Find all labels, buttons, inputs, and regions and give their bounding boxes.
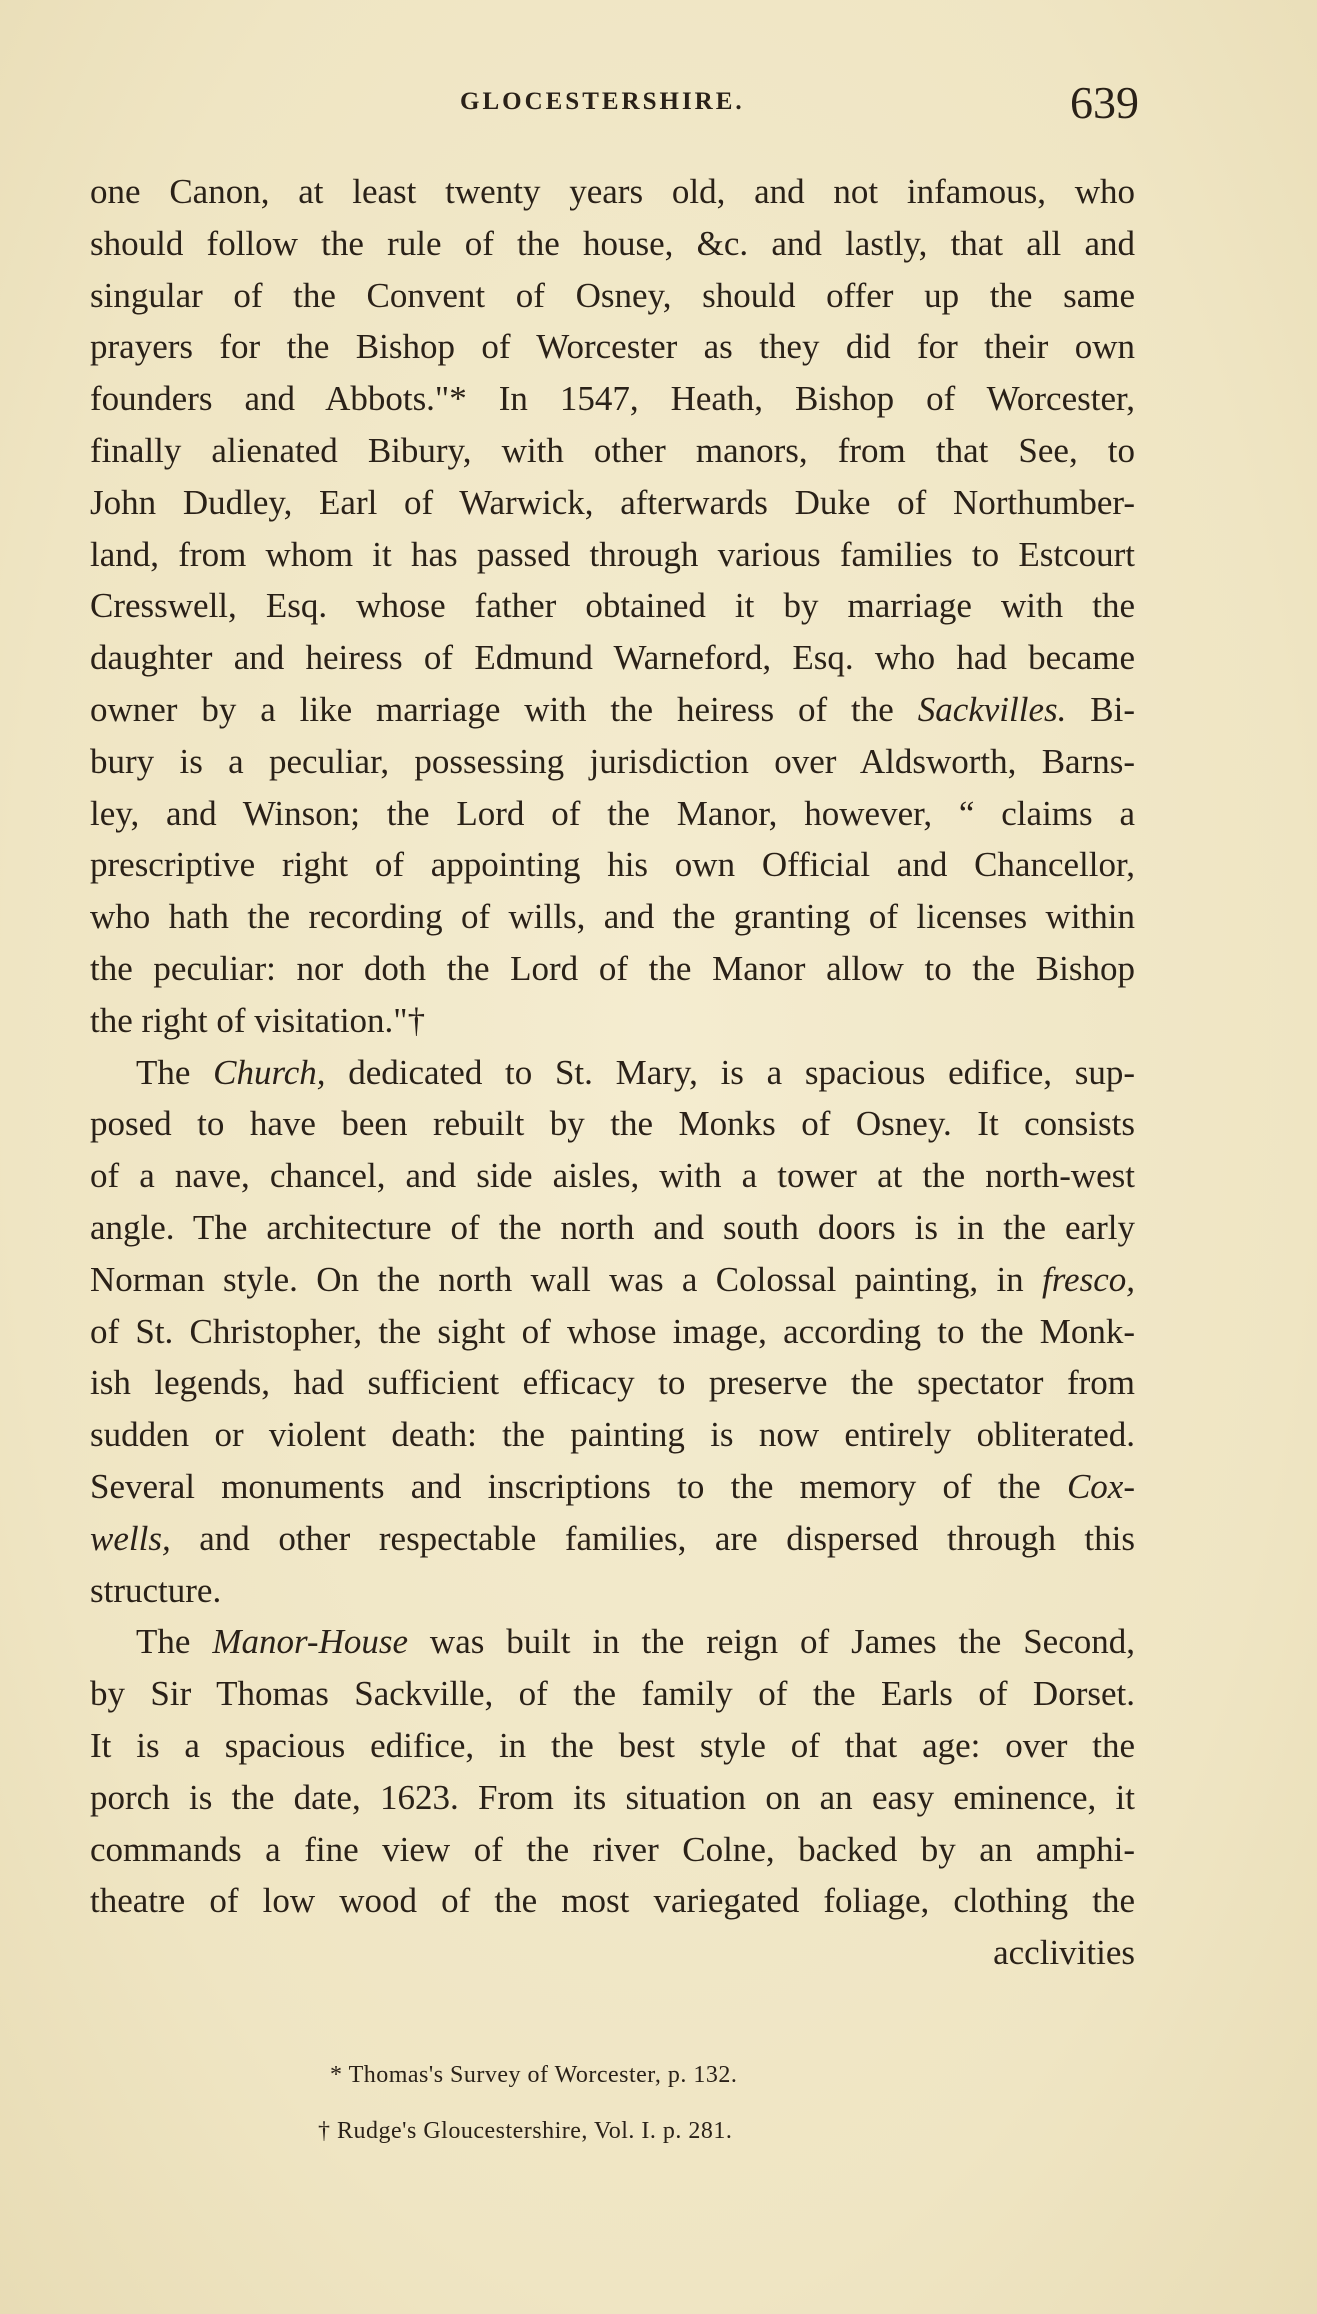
text-line: Cresswell, Esq. whose father obtained it by marriage with the — [90, 586, 1135, 626]
running-title: GLOCESTERSHIRE. — [460, 88, 745, 115]
text-line: It is a spacious edifice, in the best style of that age: over the — [90, 1725, 1135, 1765]
text-line: angle. The architecture of the north and south doors is in the early — [90, 1207, 1135, 1247]
text-line: sudden or violent death: the painting is now entirely obliterated. — [90, 1415, 1135, 1455]
catchword: acclivities — [993, 1933, 1135, 1973]
text-line: theatre of low wood of the most variegated foliage, clothing the — [90, 1881, 1135, 1921]
text-line: prayers for the Bishop of Worcester as they did for their own — [90, 327, 1135, 367]
text-line: wells, and other respectable families, are dispersed through this — [90, 1518, 1135, 1558]
text-line: Norman style. On the north wall was a Colossal painting, in fresco, — [90, 1259, 1135, 1299]
text-line: finally alienated Bibury, with other manors, from that See, to — [90, 430, 1135, 470]
paragraph-start: The Church, dedicated to St. Mary, is a spacious edifice, sup- — [136, 1052, 1135, 1092]
text-line: by Sir Thomas Sackville, of the family of the Earls of Dorset. — [90, 1674, 1135, 1714]
text-line: daughter and heiress of Edmund Warneford, Esq. who had became — [90, 638, 1135, 678]
text-line: ley, and Winson; the Lord of the Manor, however, “ claims a — [90, 793, 1135, 833]
text-line: posed to have been rebuilt by the Monks of Osney. It consists — [90, 1104, 1135, 1144]
text-line: ish legends, had sufficient efficacy to preserve the spectator from — [90, 1363, 1135, 1403]
text-line: should follow the rule of the house, &c. and lastly, that all and — [90, 223, 1135, 263]
text-line: owner by a like marriage with the heiress of the Sackvilles. Bi- — [90, 689, 1135, 729]
text-line: who hath the recording of wills, and the granting of licenses within — [90, 897, 1135, 937]
text-line: land, from whom it has passed through various families to Estcourt — [90, 534, 1135, 574]
text-line: prescriptive right of appointing his own Official and Chancellor, — [90, 845, 1135, 885]
text-line: one Canon, at least twenty years old, and not infamous, who — [90, 172, 1135, 211]
text-line: Several monuments and inscriptions to the memory of the Cox- — [90, 1466, 1135, 1506]
page-number: 639 — [1070, 77, 1139, 128]
text-line: founders and Abbots."* In 1547, Heath, Bishop of Worcester, — [90, 379, 1135, 419]
body-text — [90, 166, 1135, 1979]
text-line: singular of the Convent of Osney, should offer up the same — [90, 275, 1135, 315]
text-line: porch is the date, 1623. From its situation on an easy eminence, it — [90, 1777, 1135, 1817]
text-line: bury is a peculiar, possessing jurisdiction over Aldsworth, Barns- — [90, 741, 1135, 781]
text-line: John Dudley, Earl of Warwick, afterwards Duke of Northumber- — [90, 482, 1135, 522]
text-line: the peculiar: nor doth the Lord of the Manor allow to the Bishop — [90, 948, 1135, 988]
text-line: of St. Christopher, the sight of whose image, according to the Monk- — [90, 1311, 1135, 1351]
text-line: commands a fine view of the river Colne, backed by an amphi- — [90, 1829, 1135, 1869]
text-line: the right of visitation."† — [90, 1000, 426, 1040]
footnote-dagger: † Rudge's Gloucestershire, Vol. I. p. 281. — [318, 2118, 733, 2144]
paragraph-start: The Manor-House was built in the reign of James the Second, — [136, 1622, 1136, 1662]
text-line: of a nave, chancel, and side aisles, with a tower at the north-west — [90, 1156, 1135, 1196]
footnote-star: * Thomas's Survey of Worcester, p. 132. — [330, 2062, 738, 2088]
text-line: structure. — [90, 1570, 222, 1610]
